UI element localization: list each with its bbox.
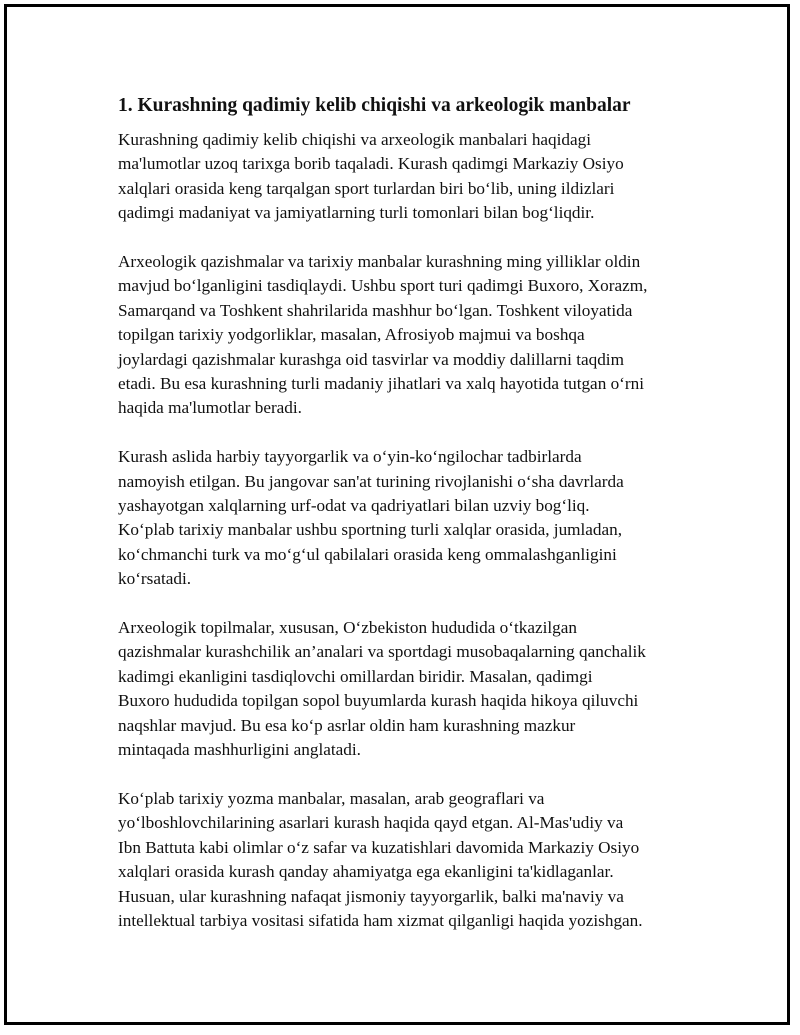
text-line: yashayotgan xalqlarning urf-odat va qadriyatlari bilan uzviy bog‘liq. [118, 496, 590, 516]
text-line: xalqlari orasida kurash qanday ahamiyatga ega ekanligini ta'kidlaganlar. [118, 862, 614, 882]
paragraph-1 [118, 128, 698, 226]
text-line: joylardagi qazishmalar kurashga oid tasvirlar va moddiy dalillarni taqdim [118, 349, 624, 369]
text-line: qazishmalar kurashchilik an’analari va sportdagi musobaqalarning qanchalik [118, 642, 646, 662]
text-line: Husuan, ular kurashning nafaqat jismoniy tayyorgarlik, balki ma'naviy va [118, 886, 624, 906]
text-line: topilgan tarixiy yodgorliklar, masalan, Afrosiyob majmui va boshqa [118, 325, 585, 345]
text-line: ma'lumotlar uzoq tarixga borib taqaladi. Kurash qadimgi Markaziy Osiyo [118, 154, 624, 174]
paragraph-4 [118, 616, 698, 762]
paragraph-5 [118, 787, 698, 933]
section-heading: 1. Kurashning qadimiy kelib chiqishi va arkeologik manbalar [118, 95, 631, 116]
text-line: Ko‘plab tarixiy manbalar ushbu sportning turli xalqlar orasida, jumladan, [118, 520, 623, 540]
text-line: etadi. Bu esa kurashning turli madaniy jihatlari va xalq hayotida tutgan o‘rni [118, 374, 644, 394]
text-line: namoyish etilgan. Bu jangovar san'at turining rivojlanishi o‘sha davrlarda [118, 471, 624, 491]
text-line: xalqlari orasida keng tarqalgan sport turlardan biri bo‘lib, uning ildizlari [118, 178, 615, 198]
document-body [118, 92, 698, 958]
text-line: ko‘chmanchi turk va mo‘g‘ul qabilalari orasida keng ommalashganligini [118, 544, 617, 564]
text-line: Arxeologik qazishmalar va tarixiy manbalar kurashning ming yilliklar oldin [118, 252, 641, 272]
text-line: naqshlar mavjud. Bu esa ko‘p asrlar oldin ham kurashning mazkur [118, 715, 576, 735]
text-line: mavjud bo‘lganligini tasdiqlaydi. Ushbu sport turi qadimgi Buxoro, Xorazm, [118, 276, 648, 296]
paragraph-3 [118, 445, 698, 591]
text-line: haqida ma'lumotlar beradi. [118, 398, 302, 418]
text-line: mintaqada mashhurligini anglatadi. [118, 740, 361, 760]
text-line: Ibn Battuta kabi olimlar o‘z safar va kuzatishlari davomida Markaziy Osiyo [118, 837, 640, 857]
text-line: yo‘lboshlovchilarining asarlari kurash haqida qayd etgan. Al-Mas'udiy va [118, 813, 624, 833]
text-line: ko‘rsatadi. [118, 569, 192, 589]
text-line: kadimgi ekanligini tasdiqlovchi omillardan biridir. Masalan, qadimgi [118, 666, 593, 686]
text-line: Samarqand va Toshkent shahrilarida mashhur bo‘lgan. Toshkent viloyatida [118, 300, 633, 320]
paragraph-2 [118, 250, 698, 421]
text-line: intellektual tarbiya vositasi sifatida ham xizmat qilganligi haqida yozishgan. [118, 910, 643, 930]
text-line: Kurashning qadimiy kelib chiqishi va arxeologik manbalari haqidagi [118, 130, 592, 149]
text-line: Arxeologik topilmalar, xususan, O‘zbekiston hududida o‘tkazilgan [118, 618, 577, 638]
text-line: Buxoro hududida topilgan sopol buyumlarda kurash haqida hikoya qiluvchi [118, 691, 639, 711]
text-line: qadimgi madaniyat va jamiyatlarning turli tomonlari bilan bog‘liqdir. [118, 203, 595, 223]
text-line: Kurash aslida harbiy tayyorgarlik va o‘yin-ko‘ngilochar tadbirlarda [118, 447, 582, 467]
text-line: Ko‘plab tarixiy yozma manbalar, masalan, arab geograflari va [118, 788, 545, 808]
